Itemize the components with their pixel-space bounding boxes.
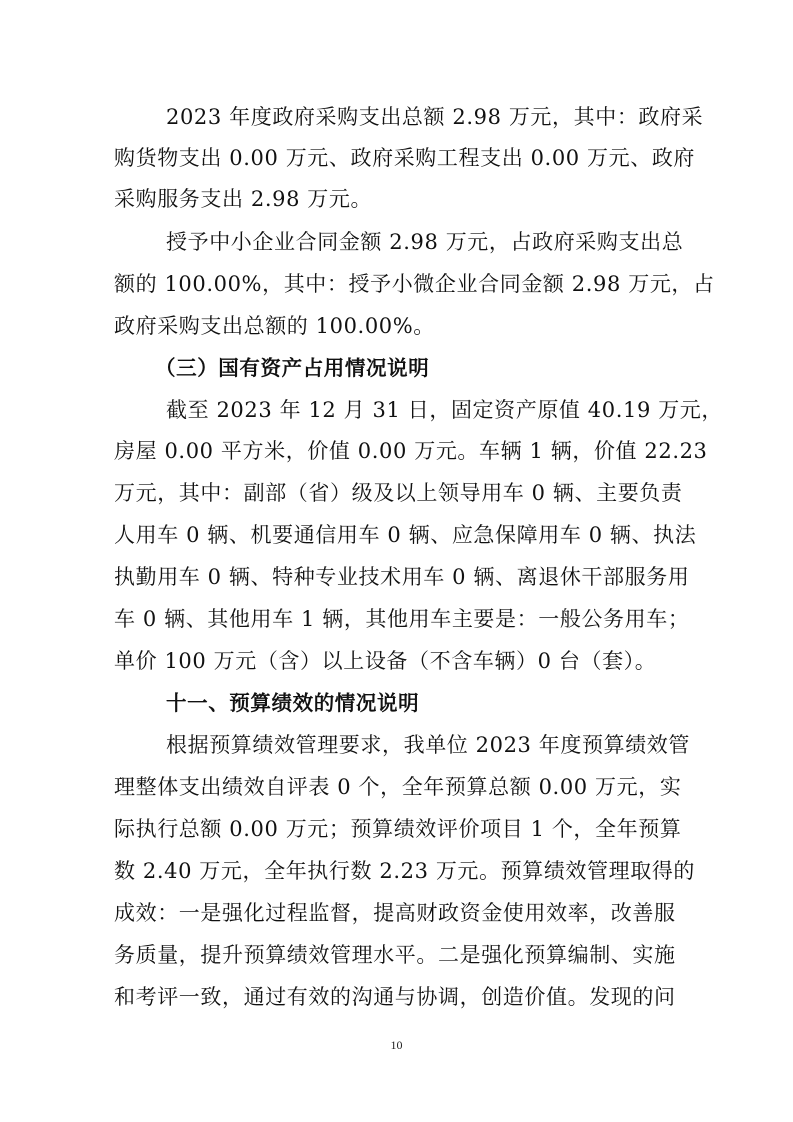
section-heading-assets: （三）国有资产占用情况说明 bbox=[155, 356, 430, 380]
paragraph-line: 截至 2023 年 12 月 31 日，固定资产原值 40.19 万元， bbox=[166, 398, 724, 422]
section-heading-performance: 十一、预算绩效的情况说明 bbox=[166, 691, 420, 715]
paragraph-line: 额的 100.00%，其中：授予小微企业合同金额 2.98 万元，占 bbox=[114, 272, 715, 296]
paragraph-line: 授予中小企业合同金额 2.98 万元，占政府采购支出总 bbox=[166, 230, 684, 254]
paragraph-line: 人用车 0 辆、机要通信用车 0 辆、应急保障用车 0 辆、执法 bbox=[114, 523, 697, 547]
page-number: 10 bbox=[390, 1038, 403, 1052]
paragraph-line: 单价 100 万元（含）以上设备（不含车辆）0 台（套）。 bbox=[114, 649, 657, 673]
paragraph-line: 车 0 辆、其他用车 1 辆，其他用车主要是：一般公务用车； bbox=[114, 607, 690, 631]
paragraph-line: 采购服务支出 2.98 万元。 bbox=[114, 187, 373, 211]
paragraph-line: 执勤用车 0 辆、特种专业技术用车 0 辆、离退休干部服务用 bbox=[114, 565, 690, 589]
paragraph-line: 数 2.40 万元，全年执行数 2.23 万元。预算绩效管理取得的 bbox=[114, 859, 696, 883]
paragraph-line: 根据预算绩效管理要求，我单位 2023 年度预算绩效管 bbox=[166, 733, 690, 757]
paragraph-line: 理整体支出绩效自评表 0 个，全年预算总额 0.00 万元，实 bbox=[114, 775, 682, 799]
paragraph-line: 成效：一是强化过程监督，提高财政资金使用效率，改善服 bbox=[114, 901, 676, 925]
paragraph-line: 万元，其中：副部（省）级及以上领导用车 0 辆、主要负责 bbox=[114, 481, 683, 505]
paragraph-line: 房屋 0.00 平方米，价值 0.00 万元。车辆 1 辆，价值 22.23 bbox=[114, 439, 708, 463]
paragraph-line: 2023 年度政府采购支出总额 2.98 万元，其中：政府采 bbox=[166, 105, 704, 129]
paragraph-line: 际执行总额 0.00 万元；预算绩效评价项目 1 个，全年预算 bbox=[114, 817, 682, 841]
paragraph-line: 和考评一致，通过有效的沟通与协调，创造价值。发现的问 bbox=[114, 985, 676, 1009]
paragraph-line: 购货物支出 0.00 万元、政府采购工程支出 0.00 万元、政府 bbox=[114, 146, 696, 170]
paragraph-line: 务质量，提升预算绩效管理水平。二是强化预算编制、实施 bbox=[114, 943, 676, 967]
paragraph-line: 政府采购支出总额的 100.00%。 bbox=[114, 314, 435, 338]
